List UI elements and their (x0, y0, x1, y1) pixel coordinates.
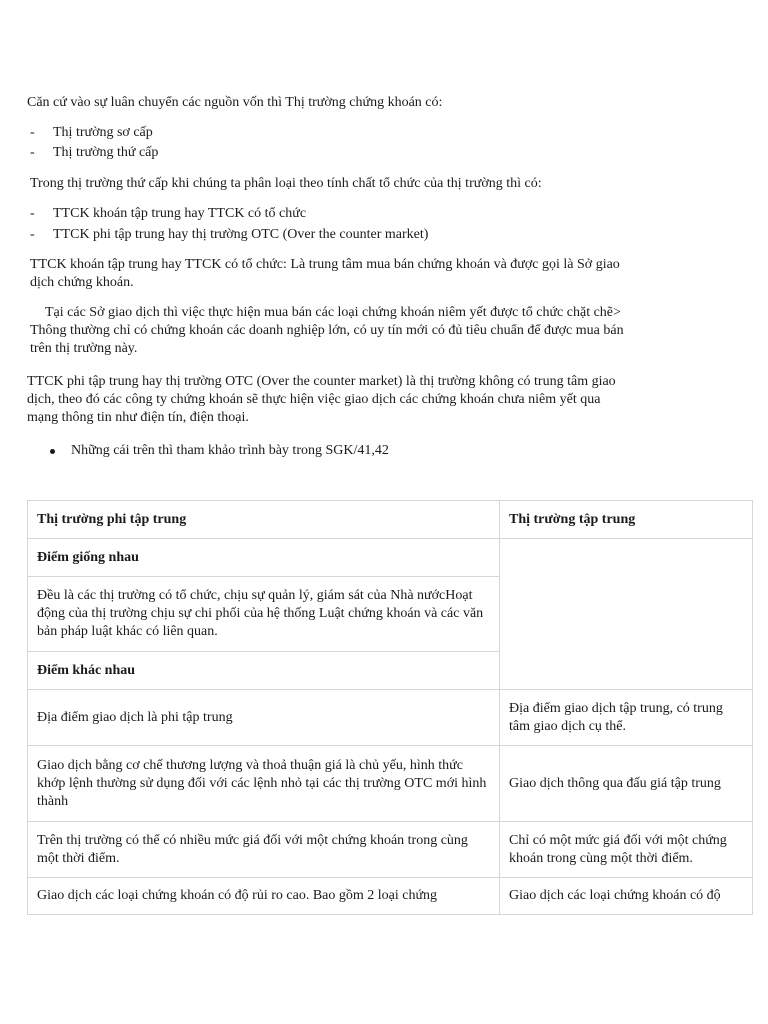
list-item-text: TTCK phi tập trung hay thị trường OTC (Over the counter market) (53, 227, 429, 242)
table-cell-left: Giao dịch bằng cơ chế thương lượng và thoả thuận giá là chủ yếu, hình thức khớp lệnh thường sử dụng đối với các lệnh nhỏ tại các thị trường OTC mới hình thành (28, 746, 500, 822)
section-title-similar: Điểm giống nhau (28, 539, 500, 577)
table-cell-right: Giao dịch thông qua đấu giá tập trung (500, 746, 753, 822)
comparison-table (27, 500, 753, 915)
paragraph-line: TTCK phi tập trung hay thị trường OTC (Over the counter market) là thị trường không có trung tâm giao (27, 374, 616, 389)
table-cell-left: Địa điểm giao dịch là phi tập trung (28, 690, 500, 746)
table-row (28, 746, 753, 822)
similar-text-cell: Đều là các thị trường có tổ chức, chịu sự quản lý, giám sát của Nhà nướcHoạt động của thị trường chịu sự chi phối của hệ thống Luật chứng khoán và các văn bản pháp luật khác có liên quan. (28, 577, 500, 652)
paragraph-otc (27, 373, 616, 427)
bullet-text: Những cái trên thì tham khảo trình bày trong SGK/41,42 (71, 443, 389, 458)
paragraph-secondary-market: Trong thị trường thứ cấp khi chúng ta phân loại theo tính chất tổ chức của thị trường thì có: (30, 176, 542, 191)
bullet-icon (50, 449, 55, 454)
paragraph-line: Tại các Sở giao dịch thì việc thực hiện mua bán các loại chứng khoán niêm yết được tổ chức chặt chẽ> (45, 305, 621, 320)
paragraph-line: mạng thông tin như điện tín, điện thoại. (27, 410, 249, 425)
table-header-row (28, 501, 753, 539)
list-item-text: Thị trường sơ cấp (53, 125, 153, 140)
table-cell-left: Giao dịch các loại chứng khoán có độ rủi ro cao. Bao gồm 2 loại chứng (28, 878, 500, 915)
dash-marker: - (30, 206, 35, 221)
dash-marker: - (30, 227, 35, 242)
table-cell-right: Địa điểm giao dịch tập trung, có trung tâm giao dịch cụ thể. (500, 690, 753, 746)
paragraph-line: trên thị trường này. (30, 341, 138, 356)
intro-paragraph: Căn cứ vào sự luân chuyển các nguồn vốn thì Thị trường chứng khoán có: (27, 95, 443, 110)
table-cell-right: Giao dịch các loại chứng khoán có độ (500, 878, 753, 915)
dash-marker: - (30, 125, 35, 140)
list-item-text: Thị trường thứ cấp (53, 145, 159, 160)
section-title-different: Điểm khác nhau (28, 652, 500, 690)
list-item-text: TTCK khoán tập trung hay TTCK có tổ chức (53, 206, 307, 221)
paragraph-line: dịch chứng khoán. (30, 275, 134, 290)
table-section-row (28, 539, 753, 577)
dash-marker: - (30, 145, 35, 160)
table-row (28, 822, 753, 878)
paragraph-line: Thông thường chỉ có chứng khoán các doanh nghiệp lớn, có uy tín mới có đủ tiêu chuẩn để được mua bán (30, 323, 624, 338)
paragraph-line: dịch, theo đó các công ty chứng khoán sẽ thực hiện việc giao dịch các chứng khoán chưa niêm yết qua (27, 392, 601, 407)
paragraph-line: TTCK khoán tập trung hay TTCK có tổ chức: Là trung tâm mua bán chứng khoán và được gọi là Sở giao (30, 257, 620, 272)
empty-merged-cell (500, 539, 753, 690)
table-cell-right: Chỉ có một mức giá đối với một chứng khoán trong cùng một thời điểm. (500, 822, 753, 878)
header-cell-centralized: Thị trường tập trung (500, 501, 753, 539)
table-row (28, 878, 753, 915)
table-cell-left: Trên thị trường có thể có nhiều mức giá đối với một chứng khoán trong cùng một thời điểm. (28, 822, 500, 878)
paragraph-centralized-market (30, 256, 620, 292)
header-cell-otc: Thị trường phi tập trung (28, 501, 500, 539)
table-row (28, 690, 753, 746)
paragraph-exchange (30, 304, 624, 358)
